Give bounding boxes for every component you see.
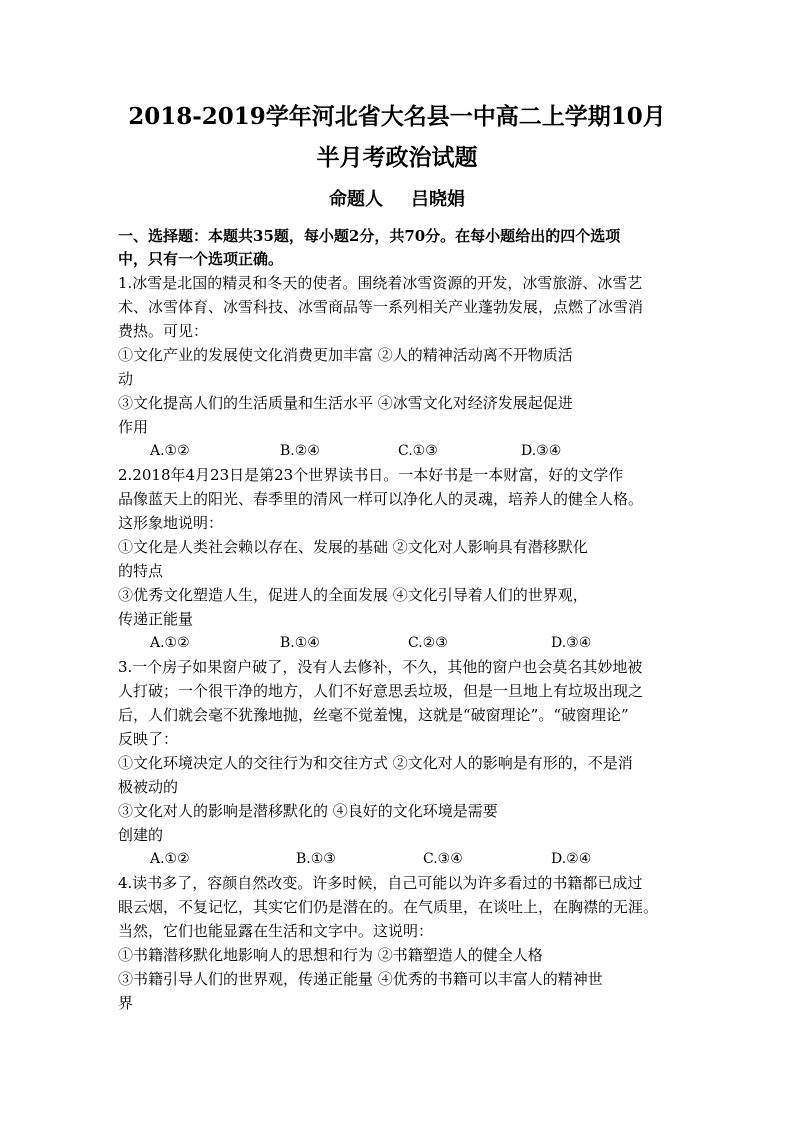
q2-line: 这形象地说明： [118,514,224,532]
q2-line: ①文化是人类社会赖以存在、发展的基础 ②文化对人影响具有潜移默化 [118,538,588,556]
q2-line: ③优秀文化塑造人生，促进人的全面发展 ④文化引导着人们的世界观， [118,586,588,604]
q2-line: 传递正能量 [118,610,194,628]
author-line [0,187,794,213]
q2-line: 品像蓝天上的阳光、春季里的清风一样可以净化人的灵魂，培养人的健全人格。 [118,490,644,508]
q2-option-a: A.①② [150,635,190,651]
q3-option-c: C.③④ [423,851,463,867]
q1-line: 1.冰雪是北国的精灵和冬天的使者。围绕着冰雪资源的开发，冰雪旅游、冰雪艺 [118,274,643,292]
q1-line: 作用 [118,418,149,436]
author-name: 吕晓娟 [411,189,465,210]
q1-option-a: A.①② [150,443,190,459]
q1-line: 动 [118,370,134,388]
q3-line: 极被动的 [118,778,179,796]
q3-line: ①文化环境决定人的交往行为和交往方式 ②文化对人的影响是有形的，不是消 [118,754,633,772]
q3-line: 后，人们就会毫不犹豫地抛，丝毫不觉羞愧，这就是“破窗理论”。“破窗理论” [118,706,629,724]
q1-line: 费热。可见： [118,322,209,340]
q3-option-b: B.①③ [296,851,336,867]
q3-line: 3.一个房子如果窗户破了，没有人去修补，不久，其他的窗户也会莫名其妙地被 [118,658,643,676]
q4-line: ③书籍引导人们的世界观，传递正能量 ④优秀的书籍可以丰富人的精神世 [118,970,603,988]
q3-option-a: A.①② [150,851,190,867]
q4-line: 眼云烟，不复记忆，其实它们仍是潜在的。在气质里，在谈吐上，在胸襟的无涯。 [118,898,659,916]
q1-line: ③文化提高人们的生活质量和生活水平 ④冰雪文化对经济发展起促进 [118,394,573,412]
q2-option-d: D.③④ [551,635,592,651]
q1-line: 术、冰雪体育、冰雪科技、冰雪商品等一系列相关产业蓬勃发展，点燃了冰雪消 [118,298,644,316]
q2-option-b: B.①④ [280,635,320,651]
q2-option-c: C.②③ [408,635,448,651]
section-heading-line-1: 一、选择题：本题共35题，每小题2分，共70分。在每小题给出的四个选项 [118,227,621,245]
q4-line: 当然，它们也能显露在生活和文字中。这说明： [118,922,434,940]
q4-line: 界 [118,994,134,1012]
q3-line: 反映了： [118,730,179,748]
q1-line: ①文化产业的发展使文化消费更加丰富 ②人的精神活动离不开物质活 [118,346,573,364]
section-heading-line-2: 中，只有一个选项正确。 [118,250,284,268]
q2-line: 的特点 [118,562,164,580]
q4-line: 4.读书多了，容颜自然改变。许多时候，自己可能以为许多看过的书籍都已成过 [118,874,643,892]
q4-line: ①书籍潜移默化地影响人的思想和行为 ②书籍塑造人的健全人格 [118,946,543,964]
q2-line: 2.2018年4月23日是第23个世界读书日。一本好书是一本财富，好的文学作 [118,466,624,484]
author-label: 命题人 [329,189,383,210]
q3-option-d: D.②④ [551,851,592,867]
q3-line: 创建的 [118,826,164,844]
q3-line: ③文化对人的影响是潜移默化的 ④良好的文化环境是需要 [118,802,498,820]
q1-option-d: D.③④ [521,443,562,459]
q3-line: 人打破；一个很干净的地方，人们不好意思丢垃圾，但是一旦地上有垃圾出现之 [118,682,644,700]
q1-option-b: B.②④ [280,443,320,459]
doc-title-line-1: 2018-2019学年河北省大名县一中高二上学期10月 [128,103,666,130]
doc-title-line-2: 半月考政治试题 [316,144,478,171]
q1-option-c: C.①③ [398,443,438,459]
